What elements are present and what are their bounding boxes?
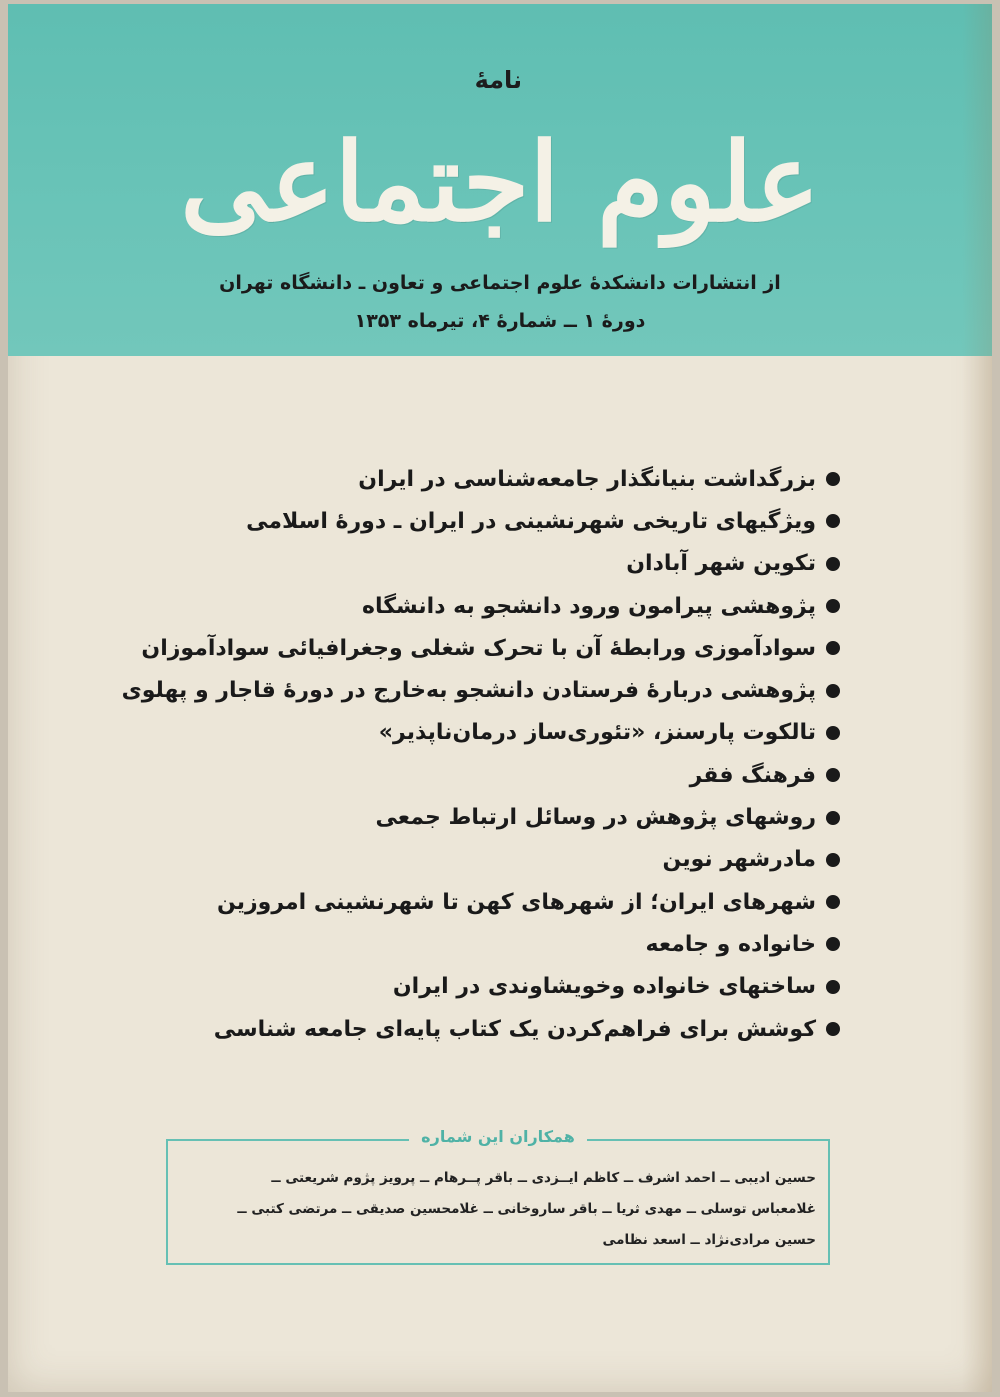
toc-item-title: کوشش برای فراهم‌کردن یک کتاب پایه‌ای جامعه شناسی [213, 1016, 816, 1042]
toc-item [140, 966, 840, 1008]
contributors-heading: همکاران این شماره [409, 1127, 587, 1146]
toc-item [140, 754, 840, 796]
bullet-icon [826, 472, 840, 486]
toc-item [140, 839, 840, 881]
toc-item-title: سوادآموزی ورابطهٔ آن با تحرک شغلی وجغرافیائی سوادآموزان [141, 635, 816, 661]
bullet-icon [826, 514, 840, 528]
toc-item [140, 627, 840, 669]
toc-item-title: ویژگیهای تاریخی شهرنشینی در ایران ـ دورهٔ اسلامی [246, 508, 816, 534]
toc-item-title: روشهای پژوهش در وسائل ارتباط جمعی [375, 805, 816, 831]
bullet-icon [826, 853, 840, 867]
toc-item [140, 923, 840, 965]
toc-item [140, 585, 840, 627]
bullet-icon [826, 684, 840, 698]
contributors-line: حسین ادیبی ــ احمد اشرف ــ کاظم ایــزدی ــ باقر پــرهام ــ پرویز پژوم شریعتی ــ [271, 1170, 816, 1186]
toc-item [140, 796, 840, 838]
contributors-list [180, 1163, 816, 1256]
toc-item-title: بزرگداشت بنیانگذار جامعه‌شناسی در ایران [358, 466, 816, 492]
paper-edge-shading [962, 4, 992, 1392]
toc-item-title: فرهنگ فقر [689, 762, 816, 788]
journal-title: علوم اجتماعی [180, 120, 820, 246]
bullet-icon [826, 811, 840, 825]
toc-item-title: تالکوت پارسنز، «تئوری‌ساز درمان‌ناپذیر» [378, 720, 816, 746]
toc-item-title: پژوهشی دربارهٔ فرستادن دانشجو به‌خارج در دورهٔ قاجار و پهلوی [121, 678, 816, 704]
bullet-icon [826, 895, 840, 909]
toc-item-title: تکوین شهر آبادان [626, 551, 816, 577]
magazine-cover [8, 4, 992, 1392]
toc-item-title: شهرهای ایران؛ از شهرهای کهن تا شهرنشینی امروزین [216, 889, 816, 915]
toc-item [140, 881, 840, 923]
contributors-line: غلامعباس توسلی ــ مهدی ثریا ــ باقر ساروخانی ــ غلامحسین صدیقی ــ مرتضی کتبی ــ [237, 1201, 816, 1217]
toc-item-title: خانواده و جامعه [645, 931, 816, 957]
toc-item [140, 543, 840, 585]
bullet-icon [826, 937, 840, 951]
bullet-icon [826, 980, 840, 994]
title-prefix: نامهٔ [474, 66, 522, 94]
contributors-box [166, 1127, 830, 1265]
header-band [8, 4, 992, 356]
bullet-icon [826, 599, 840, 613]
publisher-line: از انتشارات دانشکدهٔ علوم اجتماعی و تعاون ـ دانشگاه تهران [219, 272, 781, 294]
toc-item [140, 458, 840, 500]
bullet-icon [826, 557, 840, 571]
toc-item [140, 712, 840, 754]
issue-line: دورهٔ ۱ ــ شمارهٔ ۴، تیرماه ۱۳۵۳ [354, 310, 646, 332]
bullet-icon [826, 726, 840, 740]
toc-item [140, 1008, 840, 1050]
toc-item [121, 669, 840, 711]
toc-item-title: مادرشهر نوین [662, 847, 816, 873]
toc-item-title: پژوهشی پیرامون ورود دانشجو به دانشگاه [361, 593, 816, 619]
bullet-icon [826, 768, 840, 782]
contributors-line: حسین مرادی‌نژاد ــ اسعد نظامی [602, 1232, 816, 1248]
bullet-icon [826, 641, 840, 655]
toc-item-title: ساختهای خانواده وخویشاوندی در ایران [392, 974, 816, 1000]
bullet-icon [826, 1022, 840, 1036]
toc-item [140, 500, 840, 542]
table-of-contents [121, 458, 840, 1050]
